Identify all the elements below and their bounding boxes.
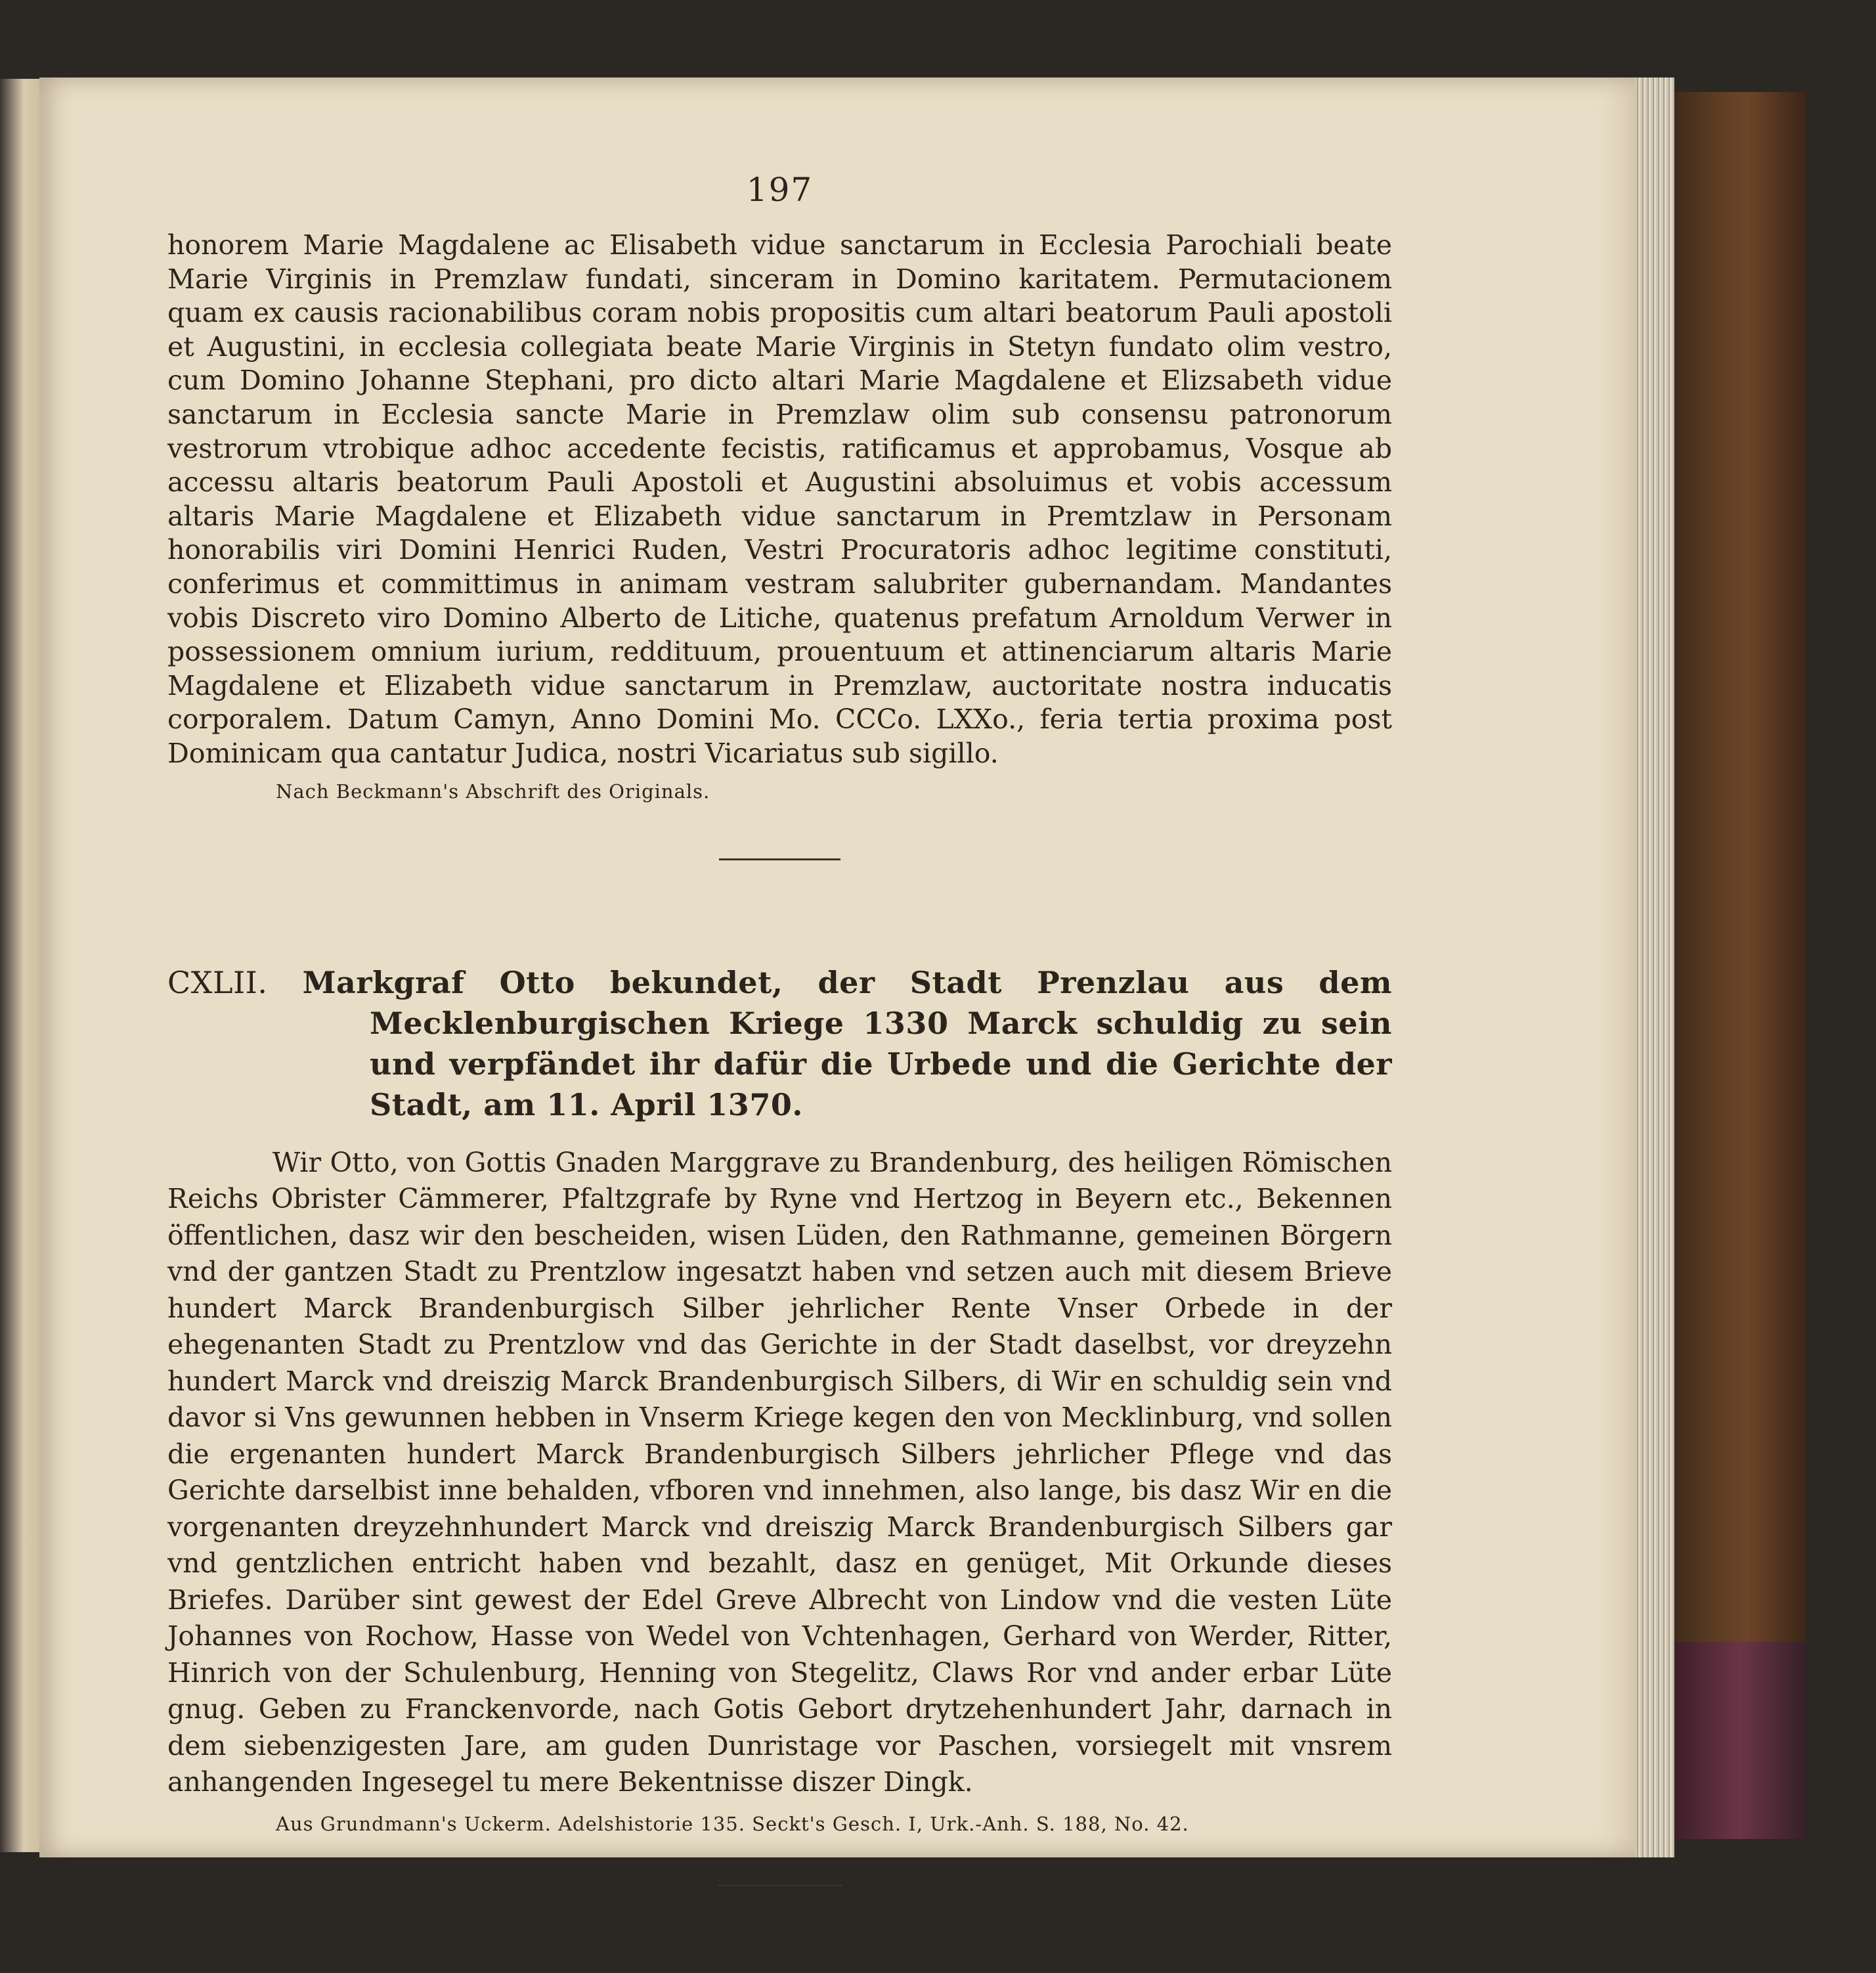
- cover-corner: [1674, 1642, 1806, 1839]
- source-note-1: Nach Beckmann's Abschrift des Originals.: [276, 780, 710, 803]
- document-paragraph-2: Wir Otto, von Gottis Gnaden Marggrave zu Brandenburg, des heiligen Römischen Reichs Obrister Cämmerer, Pfaltzgrafe by Ryne vnd Hertzog in Beyern etc., Bekennen öffentlichen, dasz wir den bescheiden, wisen Lüden, den Rathmanne, gemeinen Börgern vnd der gantzen Stadt zu Prentzlow ingesatzt haben vnd setzen auch mit diesem Brieve hundert Marck Brandenburgisch Silber jehrlicher Rente Vnser Orbede in der ehegenanten Stadt zu Prentzlow vnd das Gerichte in der Stadt daselbst, vor dreyzehn hundert Marck vnd dreiszig Marck Brandenburgisch Silbers, di Wir en schuldig sein vnd davor si Vns gewunnen hebben in Vnserm Kriege kegen den von Mecklinburg, vnd sollen die ergenanten hundert Marck Brandenburgisch Silbers jehrlicher Pflege vnd das Gerichte darselbist inne behalden, vfboren vnd innehmen, also lange, bis dasz Wir en die vorgenanten dreyzehnhundert Marck vnd dreiszig Marck Brandenburgisch Silbers gar vnd gentzlichen entricht haben vnd bezahlt, dasz en genüget, Mit Orkunde dieses Briefes. Darüber sint gewest der Edel Greve Albrecht von Lindow vnd die vesten Lüte Johannes von Rochow, Hasse von Wedel von Vchtenhagen, Gerhard von Werder, Ritter, Hinrich von der Schulenburg, Henning von Stegelitz, Claws Ror vnd ander erbar Lüte gnug. Geben zu Franckenvorde, nach Gotis Gebort drytzehenhundert Jahr, darnach in dem siebenzigesten Jare, am guden Dunristage vor Paschen, vorsiegelt mit vnsrem anhangenden Ingesegel tu mere Bekentnisse diszer Dingk.: [167, 1146, 1392, 1798]
- document-heading: [167, 962, 1392, 1125]
- heading-number: CXLII.: [167, 964, 268, 1000]
- page-stack-edges: [1635, 78, 1674, 1857]
- left-page-edge: [0, 79, 39, 1852]
- page-number: 197: [746, 171, 814, 209]
- marbled-cover: [1674, 92, 1806, 1839]
- document-paragraph-1: honorem Marie Magdalene ac Elisabeth vidue sanctarum in Ecclesia Parochiali beate Marie Virginis in Premzlaw fundati, sinceram in Domino karitatem. Permutacionem quam ex causis racionabilibus coram nobis propositis cum altari beatorum Pauli apostoli et Augustini, in ecclesia collegiata beate Marie Virginis in Stetyn fundato olim vestro, cum Domino Johanne Stephani, pro dicto altari Marie Magdalene et Elizsabeth vidue sanctarum in Ecclesia sancte Marie in Premzlaw olim sub consensu patronorum vestrorum vtrobique adhoc accedente fecistis, ratificamus et approbamus, Vosque ab accessu altaris beatorum Pauli Apostoli et Augustini absoluimus et vobis accessum altaris Marie Magdalene et Elizabeth vidue sanctarum in Premtzlaw in Personam honorabilis viri Domini Henrici Ruden, Vestri Procuratoris adhoc legitime constituti, conferimus et committimus in animam vestram salubriter gubernandam. Mandantes vobis Discreto viro Domino Alberto de Litiche, quatenus prefatum Arnoldum Verwer in possessionem omnium iurium, reddituum, prouentuum et attinenciarum altaris Marie Magdalene et Elizabeth vidue sanctarum in Premzlaw, auctoritate nostra inducatis corporalem. Datum Camyn, Anno Domini Mo. CCCo. LXXo., feria tertia proxima post Dominicam qua cantatur Judica, nostri Vicariatus sub sigillo.: [167, 229, 1392, 769]
- end-rule: [718, 1884, 842, 1886]
- divider-rule: [719, 858, 840, 860]
- heading-text: Markgraf Otto bekundet, der Stadt Prenzlau aus dem Mecklenburgischen Kriege 1330 Marck schuldig zu sein und verpfändet ihr dafür die Urbede und die Gerichte der Stadt, am 11. April 1370.: [302, 964, 1393, 1122]
- text-column: [167, 171, 1392, 1886]
- source-note-2: Aus Grundmann's Uckerm. Adelshistorie 135. Seckt's Gesch. I, Urk.-Anh. S. 188, No. 42.: [276, 1812, 1189, 1835]
